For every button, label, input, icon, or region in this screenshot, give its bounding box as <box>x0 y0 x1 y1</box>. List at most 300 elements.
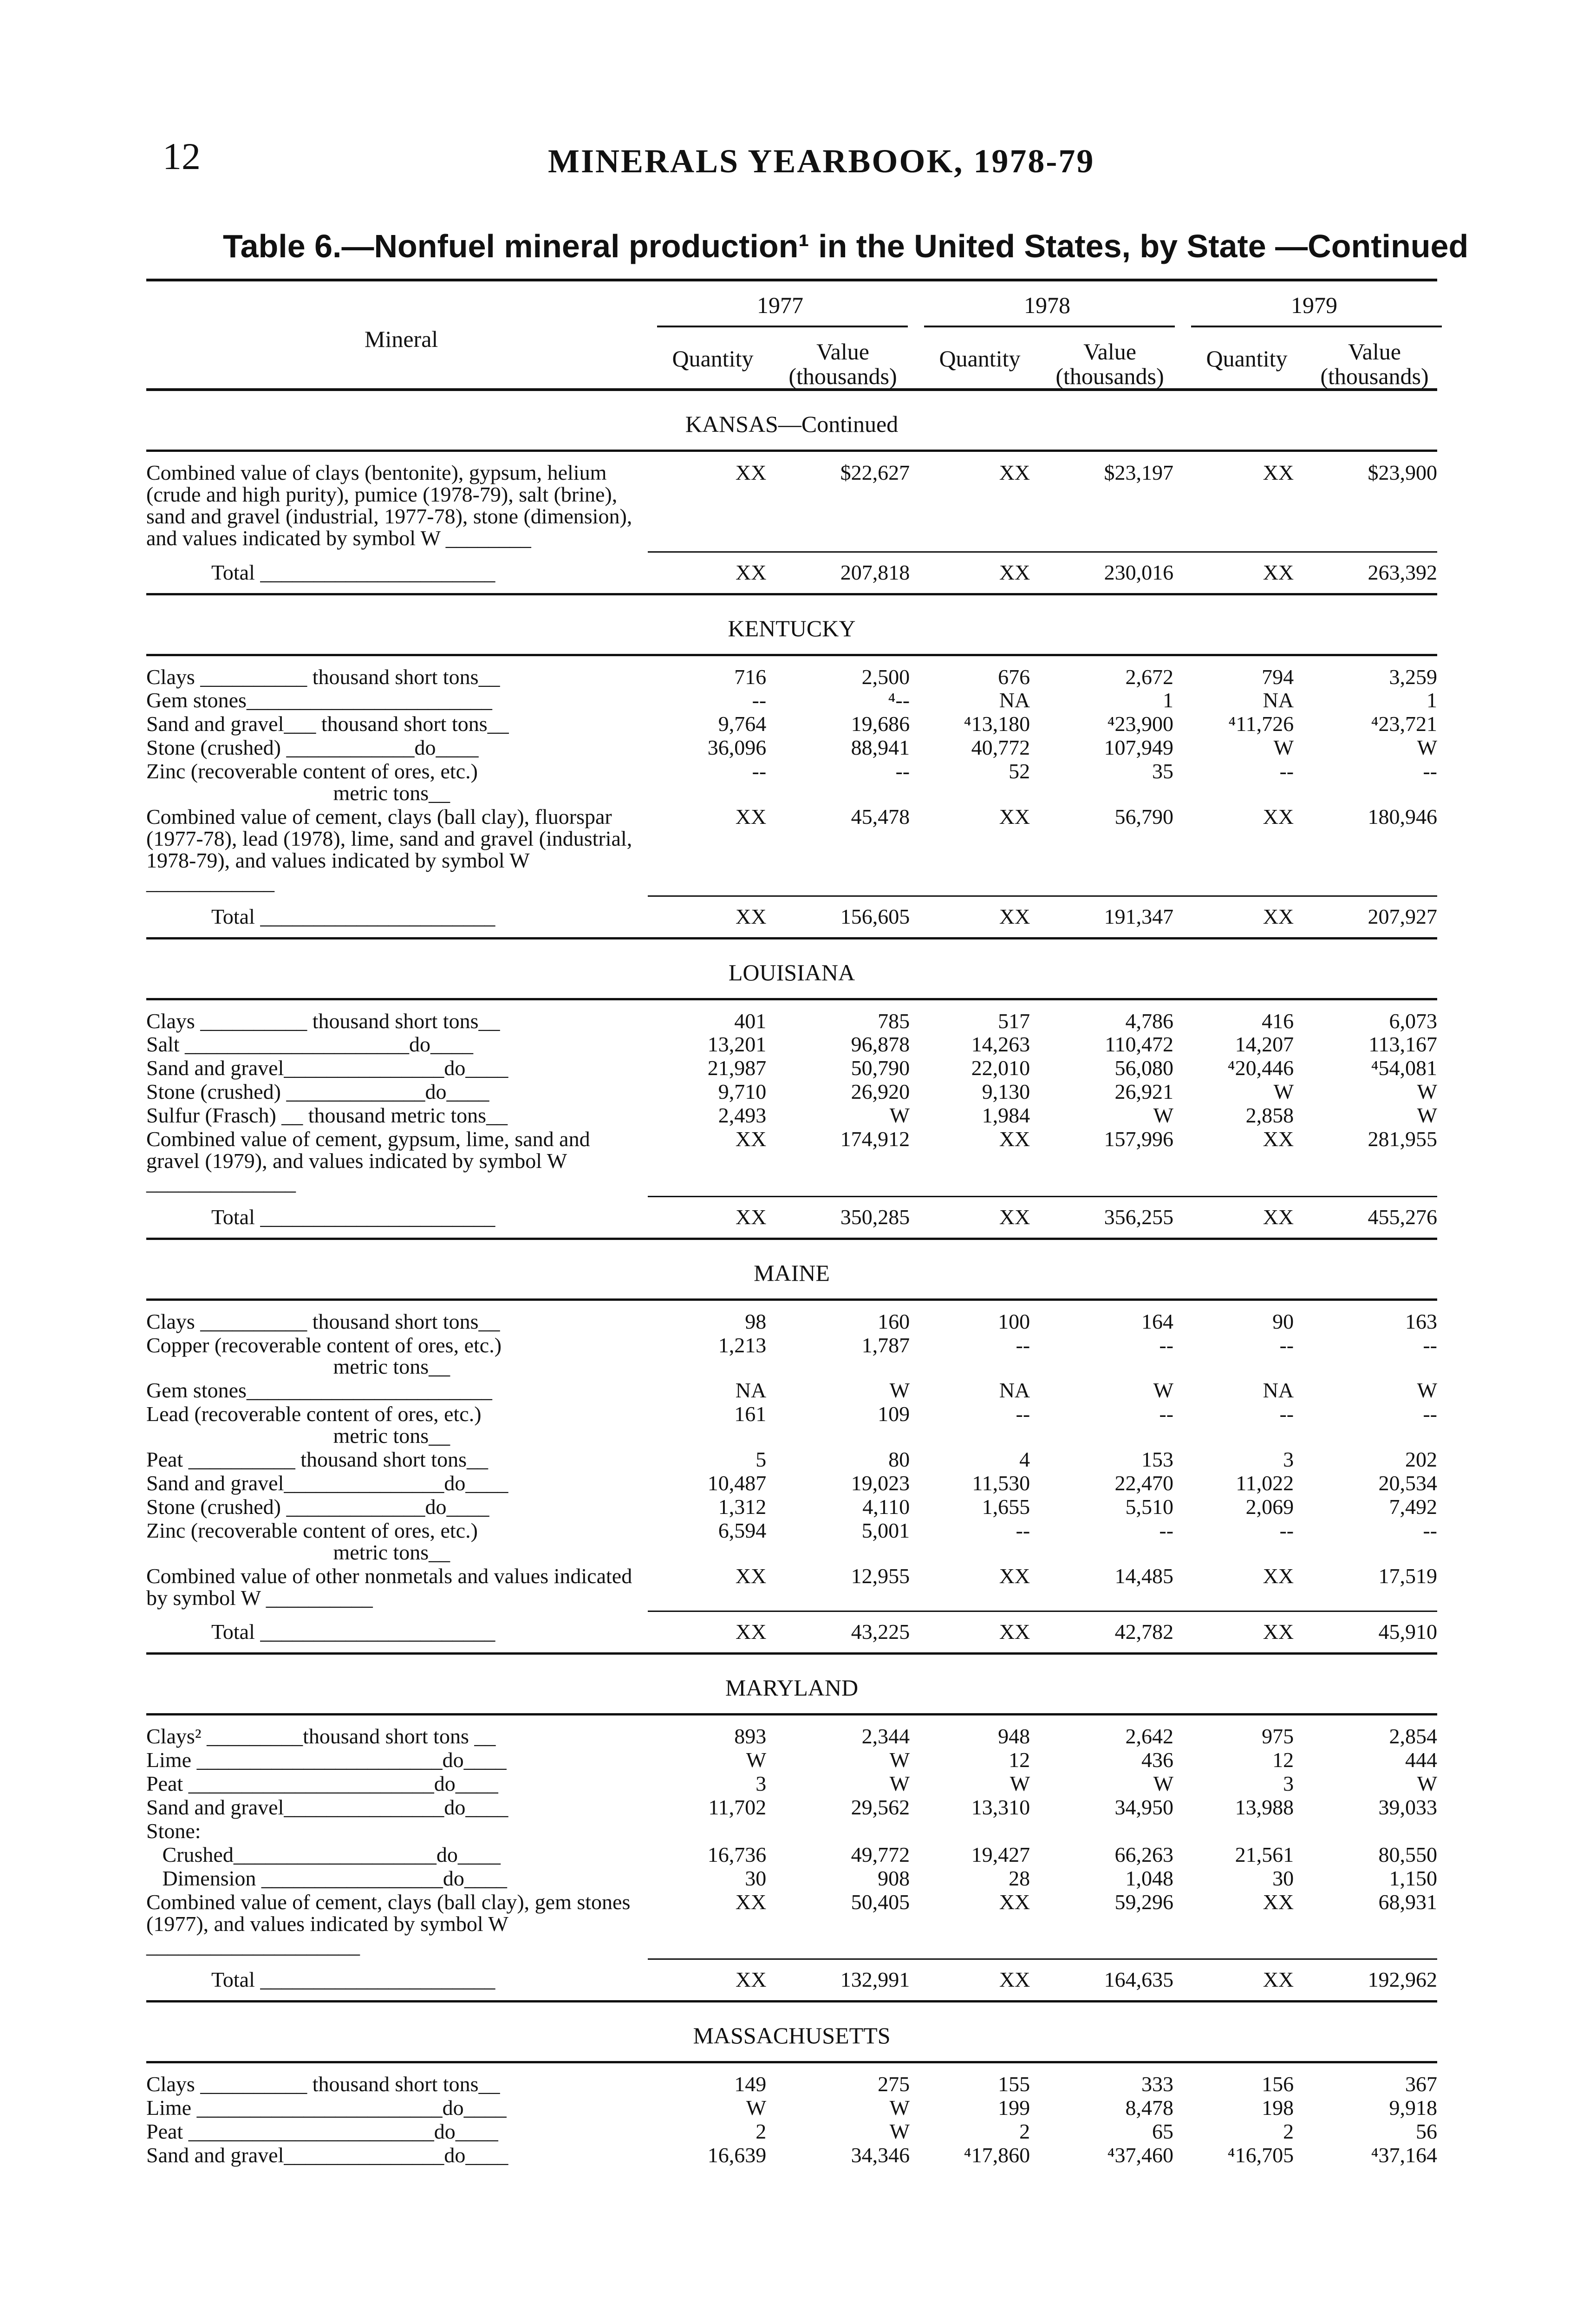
table-row <box>146 2145 1437 2166</box>
total-quantity-cell: XX <box>1263 1205 1294 1229</box>
row-label: Gem stones_______________________ <box>146 688 492 712</box>
quantity-cell: NA <box>1263 1378 1294 1402</box>
quantity-cell: -- <box>1279 759 1294 783</box>
row-label: Sand and gravel_______________do____ <box>146 2143 508 2167</box>
value-cell: 80 <box>888 1448 910 1472</box>
quantity-cell: -- <box>1016 1518 1030 1542</box>
value-cell: 153 <box>1141 1448 1174 1472</box>
total-quantity-cell: XX <box>736 1968 767 1992</box>
section-heading: MASSACHUSETTS <box>693 2022 891 2049</box>
quantity-cell: 517 <box>998 1009 1030 1033</box>
table-row <box>146 1520 1437 1564</box>
quantity-cell: 676 <box>998 665 1030 689</box>
total-value-cell: 207,927 <box>1368 904 1437 928</box>
table-body <box>146 391 1437 2168</box>
table-row <box>146 1034 1437 1056</box>
table-row <box>146 1726 1437 1748</box>
total-value-cell: 192,962 <box>1368 1968 1437 1992</box>
value-cell: 113,167 <box>1368 1032 1437 1057</box>
quantity-cell: 98 <box>745 1309 767 1333</box>
value-cell: 5,001 <box>861 1518 910 1542</box>
value-cell: 45,478 <box>851 804 910 828</box>
value-cell: -- <box>895 759 910 783</box>
row-label: Peat __________ thousand short tons__ <box>146 1448 488 1472</box>
row-label: Combined value of cement, clays (ball clay), fluorspar (1977-78), lead (1978), lime, sand and gravel (industrial, 1978-79), and values indicated by symbol W ____________ <box>146 804 638 894</box>
value-cell: ⁴-- <box>888 688 910 712</box>
quantity-cell: 36,096 <box>707 736 767 760</box>
quantity-cell: -- <box>1016 1333 1030 1357</box>
quantity-1978-header: Quantity <box>939 346 1021 372</box>
row-label: Copper (recoverable content of ores, etc.) metric tons__ <box>146 1333 502 1379</box>
quantity-cell: XX <box>735 804 767 828</box>
total-value-cell: 132,991 <box>840 1968 910 1992</box>
quantity-cell: XX <box>1263 461 1294 484</box>
value-cell: 7,492 <box>1389 1494 1437 1519</box>
row-label: Peat _______________________do____ <box>146 1772 498 1796</box>
table-row <box>146 1868 1437 1890</box>
quantity-cell: 161 <box>734 1402 767 1426</box>
column-header <box>146 279 1437 391</box>
total-label: Total ______________________ <box>211 1620 495 1644</box>
mineral-column-header: Mineral <box>365 326 438 352</box>
row-label: Lime _______________________do____ <box>146 1748 507 1772</box>
total-value-cell: 350,285 <box>840 1205 910 1229</box>
row-label: Combined value of cement, gypsum, lime, sand and gravel (1979), and values indicated by symbol W ______________ <box>146 1127 596 1194</box>
total-quantity-cell: XX <box>999 560 1030 584</box>
row-label: Combined value of clays (bentonite), gypsum, helium (crude and high purity), pumice (1978-79), salt (brine), sand and gravel (industrial, 1977-78), stone (dimension), and values indicated by symbol W ________ <box>146 461 638 550</box>
quantity-cell: XX <box>999 1890 1030 1914</box>
quantity-cell: 14,207 <box>1235 1032 1294 1057</box>
quantity-cell: 28 <box>1009 1866 1030 1890</box>
table-row <box>146 1892 1437 1957</box>
value-cell: 19,686 <box>851 712 910 736</box>
quantity-cell: W <box>1273 1080 1294 1104</box>
table-row <box>146 1496 1437 1518</box>
total-quantity-cell: XX <box>736 560 767 584</box>
total-row <box>146 553 1437 593</box>
row-label: Dimension _________________do____ <box>146 1866 507 1890</box>
total-row <box>146 1612 1437 1652</box>
total-value-cell: 455,276 <box>1368 1205 1437 1229</box>
quantity-cell: 3 <box>1283 1772 1294 1796</box>
quantity-cell: W <box>1010 1772 1030 1796</box>
value-cell: 34,346 <box>851 2143 910 2167</box>
section-heading: KENTUCKY <box>728 615 856 641</box>
row-label: Stone (crushed) _____________do____ <box>146 1080 489 1104</box>
section-heading: MAINE <box>754 1259 830 1286</box>
quantity-cell: 948 <box>998 1724 1030 1748</box>
table-row <box>146 1081 1437 1103</box>
quantity-cell: 21,987 <box>707 1056 767 1080</box>
value-cell: 6,073 <box>1389 1009 1437 1033</box>
total-row <box>146 897 1437 937</box>
quantity-cell: NA <box>1263 688 1294 712</box>
quantity-cell: 2 <box>756 2120 767 2144</box>
quantity-cell: 52 <box>1009 759 1030 783</box>
total-value-cell: 156,605 <box>840 904 910 928</box>
row-label: Clays __________ thousand short tons__ <box>146 2072 500 2096</box>
table-row <box>146 690 1437 711</box>
value-cell: $22,627 <box>840 461 910 484</box>
quantity-cell: 198 <box>1262 2096 1294 2120</box>
value-cell: 5,510 <box>1125 1494 1174 1519</box>
quantity-cell: -- <box>1016 1402 1030 1426</box>
quantity-cell: ⁴17,860 <box>964 2143 1030 2167</box>
year-1978-header: 1978 <box>1024 292 1070 318</box>
value-cell: 2,344 <box>861 1724 910 1748</box>
quantity-cell: 794 <box>1262 665 1294 689</box>
table-row <box>146 1311 1437 1333</box>
value-cell: W <box>889 1103 910 1128</box>
value-cell: 1 <box>1426 688 1437 712</box>
quantity-cell: 21,561 <box>1235 1842 1294 1866</box>
value-cell: 785 <box>878 1009 910 1033</box>
value-cell: 4,110 <box>862 1494 910 1519</box>
total-quantity-cell: XX <box>736 1205 767 1229</box>
value-cell: -- <box>1423 1333 1437 1357</box>
value-cell: 50,405 <box>851 1890 910 1914</box>
value-cell: 59,296 <box>1114 1890 1174 1914</box>
quantity-cell: 22,010 <box>971 1056 1030 1080</box>
table-row <box>146 1057 1437 1079</box>
table-row <box>146 2121 1437 2143</box>
row-label: Gem stones_______________________ <box>146 1378 492 1402</box>
value-cell: -- <box>1423 1402 1437 1426</box>
value-cell: 17,519 <box>1378 1564 1437 1588</box>
table-row <box>146 2074 1437 2095</box>
quantity-cell: 155 <box>998 2072 1030 2096</box>
value-cell: 56 <box>1415 2120 1437 2144</box>
total-label: Total ______________________ <box>211 1968 495 1992</box>
quantity-cell: -- <box>752 759 767 783</box>
quantity-cell: -- <box>1279 1402 1294 1426</box>
table-row <box>146 1773 1437 1795</box>
row-label: Crushed___________________do____ <box>146 1842 501 1866</box>
value-cell: 80,550 <box>1378 1842 1437 1866</box>
quantity-cell: 9,130 <box>982 1080 1030 1104</box>
total-row <box>146 1197 1437 1238</box>
quantity-cell: 9,764 <box>718 712 767 736</box>
value-cell: 19,023 <box>851 1471 910 1495</box>
table-row <box>146 462 1437 549</box>
value-cell: 3,259 <box>1389 665 1437 689</box>
row-label: Sulfur (Frasch) __ thousand metric tons__ <box>146 1103 508 1128</box>
value-cell: W <box>889 2096 910 2120</box>
value-cell: 275 <box>878 2072 910 2096</box>
total-quantity-cell: XX <box>999 1620 1030 1644</box>
row-label: Stone (crushed) _____________do____ <box>146 1494 489 1519</box>
quantity-cell: W <box>1273 736 1294 760</box>
value-cell: 908 <box>878 1866 910 1890</box>
table-row <box>146 1449 1437 1471</box>
table-row <box>146 1749 1437 1771</box>
table-row <box>146 1844 1437 1866</box>
quantity-cell: NA <box>999 1378 1030 1402</box>
value-cell: 109 <box>878 1402 910 1426</box>
value-cell: -- <box>1423 759 1437 783</box>
quantity-cell: 156 <box>1262 2072 1294 2096</box>
mineral-production-table <box>146 279 1437 2168</box>
quantity-cell: 1,984 <box>982 1103 1030 1128</box>
value-cell: -- <box>1159 1402 1174 1426</box>
quantity-cell: NA <box>735 1378 767 1402</box>
total-value-cell: 164,635 <box>1104 1968 1174 1992</box>
quantity-cell: XX <box>999 1564 1030 1588</box>
value-cell: $23,197 <box>1104 461 1174 484</box>
table-title: Table 6.—Nonfuel mineral production¹ in the United States, by State —Continued <box>223 228 1469 264</box>
value-cell: W <box>1417 1772 1437 1796</box>
quantity-cell: NA <box>999 688 1030 712</box>
value-cell: W <box>1417 736 1437 760</box>
value-cell: 333 <box>1141 2072 1174 2096</box>
value-cell: 1 <box>1163 688 1174 712</box>
value-1977-header: Value (thousands) <box>788 339 897 389</box>
value-cell: W <box>1153 1378 1174 1402</box>
value-cell: W <box>889 1772 910 1796</box>
value-cell: 12,955 <box>851 1564 910 1588</box>
value-cell: 2,500 <box>861 665 910 689</box>
total-label: Total ______________________ <box>211 560 495 584</box>
quantity-cell: 13,988 <box>1235 1795 1294 1820</box>
total-value-cell: 43,225 <box>851 1620 910 1644</box>
quantity-cell: 30 <box>745 1866 767 1890</box>
quantity-cell: 11,022 <box>1236 1471 1294 1495</box>
quantity-cell: 416 <box>1262 1009 1294 1033</box>
total-quantity-cell: XX <box>1263 1968 1294 1992</box>
quantity-cell: XX <box>1263 1564 1294 1588</box>
section-heading: KANSAS—Continued <box>685 411 899 437</box>
quantity-cell: 2,493 <box>718 1103 767 1128</box>
row-label: Zinc (recoverable content of ores, etc.) metric tons__ <box>146 759 478 805</box>
value-cell: 8,478 <box>1125 2096 1174 2120</box>
value-cell: 180,946 <box>1368 804 1437 828</box>
table-row <box>146 1335 1437 1378</box>
row-label: Stone: <box>146 1819 201 1843</box>
value-cell: $23,900 <box>1368 461 1437 484</box>
quantity-cell: -- <box>752 688 767 712</box>
value-cell: W <box>1417 1080 1437 1104</box>
quantity-cell: 11,702 <box>708 1795 767 1820</box>
total-row <box>146 1960 1437 2000</box>
quantity-cell: 9,710 <box>718 1080 767 1104</box>
quantity-cell: XX <box>735 461 767 484</box>
table-row <box>146 1473 1437 1494</box>
quantity-cell: 19,427 <box>971 1842 1030 1866</box>
total-value-cell: 207,818 <box>840 560 910 584</box>
table-row <box>146 1820 1437 1842</box>
total-value-cell: 42,782 <box>1114 1620 1174 1644</box>
value-cell: 163 <box>1405 1309 1437 1333</box>
row-label: Clays² _________thousand short tons __ <box>146 1724 496 1748</box>
quantity-cell: W <box>746 2096 767 2120</box>
value-cell: 39,033 <box>1378 1795 1437 1820</box>
section-heading: MARYLAND <box>725 1675 859 1701</box>
page-number: 12 <box>163 135 201 177</box>
value-cell: 160 <box>878 1309 910 1333</box>
quantity-cell: 4 <box>1019 1448 1030 1472</box>
quantity-cell: 90 <box>1272 1309 1294 1333</box>
quantity-cell: 10,487 <box>707 1471 767 1495</box>
quantity-cell: XX <box>735 1127 767 1151</box>
quantity-cell: 975 <box>1262 1724 1294 1748</box>
value-cell: 26,920 <box>851 1080 910 1104</box>
quantity-cell: -- <box>1279 1518 1294 1542</box>
quantity-cell: XX <box>735 1890 767 1914</box>
value-1979-header: Value (thousands) <box>1320 339 1429 389</box>
quantity-cell: 11,530 <box>972 1471 1030 1495</box>
total-quantity-cell: XX <box>999 904 1030 928</box>
quantity-cell: W <box>746 1748 767 1772</box>
value-cell: 2,672 <box>1125 665 1174 689</box>
quantity-cell: 40,772 <box>971 736 1030 760</box>
year-1979-header: 1979 <box>1291 292 1337 318</box>
quantity-cell: 13,310 <box>971 1795 1030 1820</box>
quantity-cell: 1,655 <box>982 1494 1030 1519</box>
value-cell: 49,772 <box>851 1842 910 1866</box>
value-cell: W <box>1417 1103 1437 1128</box>
quantity-cell: 401 <box>734 1009 767 1033</box>
value-cell: 34,950 <box>1114 1795 1174 1820</box>
row-label: Zinc (recoverable content of ores, etc.) metric tons__ <box>146 1518 478 1564</box>
quantity-cell: 16,736 <box>707 1842 767 1866</box>
table-row <box>146 1403 1437 1447</box>
quantity-cell: 2 <box>1019 2120 1030 2144</box>
table-row <box>146 1011 1437 1032</box>
quantity-cell: 30 <box>1272 1866 1294 1890</box>
value-cell: 202 <box>1405 1448 1437 1472</box>
value-cell: ⁴23,900 <box>1107 712 1174 736</box>
value-cell: 157,996 <box>1104 1127 1174 1151</box>
value-cell: 35 <box>1152 759 1174 783</box>
total-label: Total ______________________ <box>211 904 495 928</box>
row-label: Lime _______________________do____ <box>146 2096 507 2120</box>
value-cell: ⁴37,164 <box>1371 2143 1437 2167</box>
value-cell: 14,485 <box>1114 1564 1174 1588</box>
value-cell: W <box>1153 1103 1174 1128</box>
value-cell: 56,080 <box>1114 1056 1174 1080</box>
row-label: Clays __________ thousand short tons__ <box>146 665 500 689</box>
total-quantity-cell: XX <box>1263 560 1294 584</box>
section-heading: LOUISIANA <box>728 959 855 985</box>
row-label: Sand and gravel_______________do____ <box>146 1056 508 1080</box>
quantity-cell: 2,069 <box>1245 1494 1294 1519</box>
table-row <box>146 1128 1437 1194</box>
row-label: Salt _____________________do____ <box>146 1032 474 1057</box>
table-row <box>146 1105 1437 1127</box>
total-value-cell: 230,016 <box>1104 560 1174 584</box>
quantity-cell: 6,594 <box>718 1518 767 1542</box>
value-cell: ⁴54,081 <box>1371 1056 1437 1080</box>
value-cell: 9,918 <box>1389 2096 1437 2120</box>
value-cell: 107,949 <box>1104 736 1174 760</box>
quantity-cell: 2 <box>1283 2120 1294 2144</box>
value-cell: 367 <box>1405 2072 1437 2096</box>
total-quantity-cell: XX <box>736 904 767 928</box>
quantity-cell: XX <box>1263 1890 1294 1914</box>
table-row <box>146 761 1437 804</box>
table-row <box>146 737 1437 759</box>
total-value-cell: 45,910 <box>1378 1620 1437 1644</box>
row-label: Stone (crushed) ____________do____ <box>146 736 479 760</box>
total-value-cell: 263,392 <box>1368 560 1437 584</box>
value-cell: 2,642 <box>1125 1724 1174 1748</box>
year-1977-header: 1977 <box>757 292 803 318</box>
year-1978-rule <box>924 326 1175 327</box>
quantity-cell: XX <box>999 461 1030 484</box>
row-label: Clays __________ thousand short tons__ <box>146 1309 500 1333</box>
value-cell: 444 <box>1405 1748 1437 1772</box>
quantity-cell: 3 <box>1283 1448 1294 1472</box>
quantity-1979-header: Quantity <box>1206 346 1288 372</box>
value-cell: ⁴23,721 <box>1371 712 1437 736</box>
quantity-cell: 12 <box>1272 1748 1294 1772</box>
value-cell: 1,048 <box>1125 1866 1174 1890</box>
value-cell: W <box>889 1378 910 1402</box>
value-cell: 68,931 <box>1378 1890 1437 1914</box>
quantity-cell: 199 <box>998 2096 1030 2120</box>
quantity-cell: 12 <box>1009 1748 1030 1772</box>
quantity-cell: ⁴20,446 <box>1227 1056 1294 1080</box>
value-cell: 4,786 <box>1125 1009 1174 1033</box>
quantity-1977-header: Quantity <box>672 346 754 372</box>
quantity-cell: XX <box>735 1564 767 1588</box>
total-value-cell: 356,255 <box>1104 1205 1174 1229</box>
value-cell: 66,263 <box>1114 1842 1174 1866</box>
value-cell: W <box>1153 1772 1174 1796</box>
total-value-cell: 191,347 <box>1104 904 1174 928</box>
quantity-cell: ⁴11,726 <box>1228 712 1294 736</box>
table-row <box>146 666 1437 688</box>
value-cell: ⁴37,460 <box>1107 2143 1174 2167</box>
quantity-cell: 16,639 <box>707 2143 767 2167</box>
value-cell: -- <box>1159 1518 1174 1542</box>
quantity-cell: 716 <box>734 665 767 689</box>
year-1979-rule <box>1191 326 1442 327</box>
table-row <box>146 1380 1437 1402</box>
value-cell: -- <box>1423 1518 1437 1542</box>
value-cell: 26,921 <box>1114 1080 1174 1104</box>
quantity-cell: ⁴13,180 <box>964 712 1030 736</box>
value-cell: 1,787 <box>861 1333 910 1357</box>
row-label: Combined value of other nonmetals and values indicated by symbol W __________ <box>146 1564 638 1610</box>
table-row <box>146 1797 1437 1819</box>
value-cell: 164 <box>1141 1309 1174 1333</box>
quantity-cell: XX <box>1263 1127 1294 1151</box>
quantity-cell: 13,201 <box>707 1032 767 1057</box>
quantity-cell: XX <box>999 1127 1030 1151</box>
quantity-cell: -- <box>1279 1333 1294 1357</box>
row-label: Sand and gravel___ thousand short tons__ <box>146 712 509 736</box>
value-cell: 88,941 <box>851 736 910 760</box>
quantity-cell: 100 <box>998 1309 1030 1333</box>
table-row <box>146 713 1437 735</box>
row-label: Clays __________ thousand short tons__ <box>146 1009 500 1033</box>
value-cell: 96,878 <box>851 1032 910 1057</box>
value-cell: 2,854 <box>1389 1724 1437 1748</box>
quantity-cell: 1,312 <box>718 1494 767 1519</box>
value-cell: 174,912 <box>840 1127 910 1151</box>
table-row <box>146 1565 1437 1609</box>
row-label: Sand and gravel_______________do____ <box>146 1471 508 1495</box>
quantity-cell: 2,858 <box>1245 1103 1294 1128</box>
value-cell: -- <box>1159 1333 1174 1357</box>
value-cell: 281,955 <box>1368 1127 1437 1151</box>
value-cell: 20,534 <box>1378 1471 1437 1495</box>
total-quantity-cell: XX <box>1263 904 1294 928</box>
quantity-cell: XX <box>999 804 1030 828</box>
total-label: Total ______________________ <box>211 1205 495 1229</box>
total-quantity-cell: XX <box>736 1620 767 1644</box>
